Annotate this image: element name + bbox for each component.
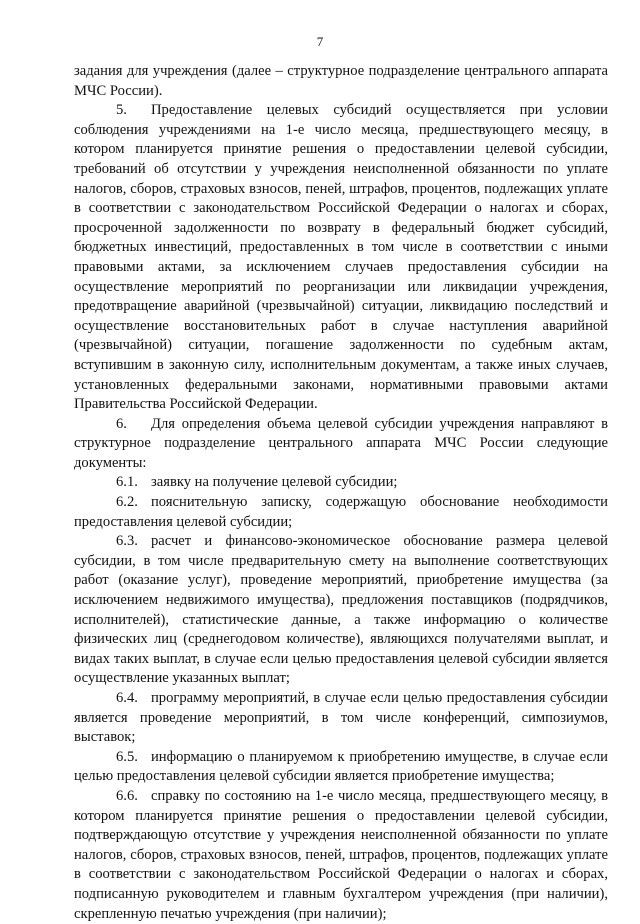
document-body — [74, 62, 608, 924]
paragraph-text: Для определения объема целевой субсидии учреждения направляют в структурное подразделение центрального аппарата МЧС России следующие документы: — [74, 415, 608, 471]
paragraph-6-3 — [74, 532, 608, 689]
paragraph-5 — [74, 101, 608, 415]
paragraph-number: 6.6. — [116, 787, 138, 804]
paragraph-text: программу мероприятий, в случае если целью предоставления субсидии является проведение мероприятий, в том числе конференций, симпозиумов, выставок; — [74, 690, 608, 746]
page-number: 7 — [316, 34, 324, 49]
paragraph-6-5 — [74, 748, 608, 787]
paragraph-text: информацию о планируемом к приобретению имуществе, в случае если целью предоставления целевой субсидии является приобретение имущества; — [74, 748, 608, 785]
paragraph-6-1 — [74, 473, 608, 493]
paragraph-text: расчет и финансово-экономическое обоснование размера целевой субсидии, в том числе предварительную смету на выполнение соответствующих работ (оказание услуг), проведение мероприятий, приобретение имущества (за исключением недвижимого имущества), предложения поставщиков (подрядчиков, исполнителей), статистические данные, а также информацию о количестве физических лиц (среднегодовом количестве), являющихся получателями выплат, и видах таких выплат, в случае если целью предоставления целевой субсидии является осуществление указанных выплат; — [74, 533, 608, 687]
paragraph-number: 6.2. — [116, 494, 138, 511]
paragraph-6 — [74, 415, 608, 474]
paragraph-number: 6.1. — [116, 474, 138, 491]
paragraph-text: задания для учреждения (далее – структурное подразделение центрального аппарата МЧС России). — [74, 63, 608, 99]
paragraph-text: Предоставление целевых субсидий осуществляется при условии соблюдения учреждениями на 1-е число месяца, предшествующего месяцу, в котором планируется принятие решения о предоставлении целевой субсидии, требований об отсутствии у учреждения неисполненной обязанности по уплате налогов, сборов, страховых взносов, пеней, штрафов, процентов, подлежащих уплате в соответствии с законодательством Российской Федерации о налогах и сборах, просроченной задолженности по возврату в федеральный бюджет субсидий, бюджетных инвестиций, предоставленных в том числе в соответствии с иными правовыми актами, за исключением случаев предоставления субсидии на осуществление мероприятий по реорганизации или ликвидации учреждения, предотвращение аварийной (чрезвычайной) ситуации, ликвидацию последствий и осуществление восстановительных работ в случае наступления аварийной (чрезвычайной) ситуации, погашение задолженности по судебным актам, вступившим в законную силу, исполнительным документам, а также иных случаев, установленных федеральными законами, нормативными правовыми актами Правительства Российской Федерации. — [74, 102, 608, 413]
paragraph-number: 6.3. — [116, 533, 138, 550]
paragraph-number: 6. — [116, 415, 127, 432]
paragraph-number: 5. — [116, 102, 127, 119]
paragraph-6-2 — [74, 493, 608, 532]
paragraph-text: пояснительную записку, содержащую обоснование необходимости предоставления целевой субсидии; — [74, 494, 608, 530]
paragraph-continuation — [74, 62, 608, 101]
paragraph-text: заявку на получение целевой субсидии; — [151, 474, 398, 491]
paragraph-number: 6.5. — [116, 748, 138, 765]
paragraph-text: справку по состоянию на 1-е число месяца, предшествующего месяцу, в котором планируется принятие решения о предоставлении целевой субсидии, подтверждающую отсутствие у учреждения неисполненной обязанности по уплате налогов, сборов, страховых взносов, пеней, штрафов, процентов, подлежащих уплате в соответствии с законодательством Российской Федерации о налогах и сборах, подписанную руководителем и главным бухгалтером учреждения (при наличии), скрепленную печатью учреждения (при наличии); — [74, 787, 608, 922]
paragraph-6-4 — [74, 689, 608, 748]
paragraph-number: 6.4. — [116, 690, 138, 706]
paragraph-6-6 — [74, 787, 608, 924]
